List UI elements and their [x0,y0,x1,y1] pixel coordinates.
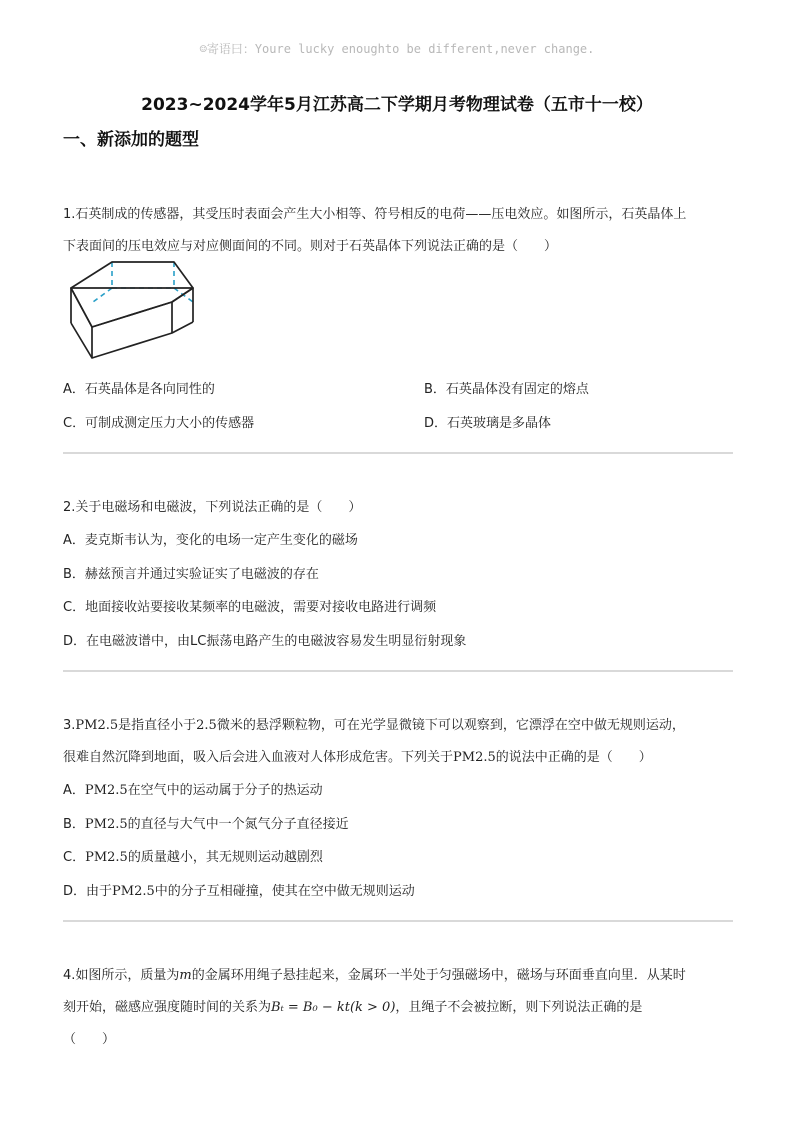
q3-option-c [63,846,323,865]
q3-value: 2.5 [196,718,217,733]
q3-text: 的说法中正确的是（ ） [495,750,652,765]
pm25-term: PM2.5 [75,718,119,733]
section-heading: 一、新添加的题型 [63,130,199,150]
q4-stem-line1 [63,964,686,983]
q3-text: 微米的悬浮颗粒物，可在光学显微镜下可以观察到，它漂浮在空中做无规则运动， [216,718,685,733]
q3-option-b [63,813,349,832]
option-text: 中的分子互相碰撞，使其在空中做无规则运动 [154,884,415,899]
page-title: 2023~2024学年5月江苏高二下学期月考物理试卷（五市十一校） [141,95,653,115]
q3-text: 是指直径小于 [118,718,197,733]
divider [63,920,733,922]
q4-text: 刻开始，磁感应强度随时间的关系为 [63,1000,272,1015]
q3-stem-line2 [63,746,652,765]
field-formula: Bₜ = B₀ − kt(k > 0) [271,1000,396,1015]
q3-number: 3. [63,718,76,733]
option-letter: A． [63,783,85,798]
q3-stem-line1 [63,714,685,733]
q2-stem: 2.关于电磁场和电磁波，下列说法正确的是（ ） [63,500,362,515]
option-text: 在空气中的运动属于分子的热运动 [127,783,323,798]
option-text: 的直径与大气中一个氮气分子直径接近 [127,817,349,832]
q2-option-d: D．在电磁波谱中，由LC振荡电路产生的电磁波容易发生明显衍射现象 [63,634,467,649]
pm25-term: PM2.5 [84,783,128,798]
q3-text: 很难自然沉降到地面，吸入后会进入血液对人体形成危害。下列关于 [63,750,454,765]
q1-option-b: B．石英晶体没有固定的熔点 [424,382,589,397]
q2-option-c: C．地面接收站要接收某频率的电磁波，需要对接收电路进行调频 [63,600,437,615]
q1-stem-line2: 下表面间的压电效应与对应侧面间的不同。则对于石英晶体下列说法正确的是（ ） [63,239,558,254]
hexagonal-prism-figure [63,255,203,363]
q4-text: 4.如图所示，质量为 [63,968,180,983]
q3-option-d [63,880,415,899]
pm25-term: PM2.5 [85,850,128,865]
divider [63,670,733,672]
q1-stem-line1: 1.石英制成的传感器，其受压时表面会产生大小相等、符号相反的电荷——压电效应。如图所示，石英晶体上 [63,207,687,222]
q4-stem-line2 [63,996,642,1015]
q2-option-b: B．赫兹预言并通过实验证实了电磁波的存在 [63,567,319,582]
option-letter: C． [63,850,86,865]
q4-text: 的金属环用绳子悬挂起来，金属环一半处于匀强磁场中，磁场与环面垂直向里．从某时 [191,968,686,983]
q2-option-a: A．麦克斯韦认为，变化的电场一定产生变化的磁场 [63,533,358,548]
q4-text: ，且绳子不会被拉断，则下列说法正确的是 [395,1000,643,1015]
motto-watermark: ☺寄语曰：Youre lucky enoughto be different,never change. [199,42,595,56]
q1-option-c: C．可制成测定压力大小的传感器 [63,416,255,431]
option-letter: B． [63,817,85,832]
mass-symbol: m [179,968,192,983]
pm25-term: PM2.5 [84,817,128,832]
pm25-term: PM2.5 [453,750,496,765]
q1-option-a: A．石英晶体是各向同性的 [63,382,215,397]
option-letter: D．由于 [63,884,113,899]
q3-option-a [63,779,323,798]
divider [63,452,733,454]
q1-option-d: D．石英玻璃是多晶体 [424,416,552,431]
pm25-term: PM2.5 [112,884,155,899]
q4-answer-blank: （ ） [63,1032,116,1047]
option-text: 的质量越小，其无规则运动越剧烈 [127,850,323,865]
